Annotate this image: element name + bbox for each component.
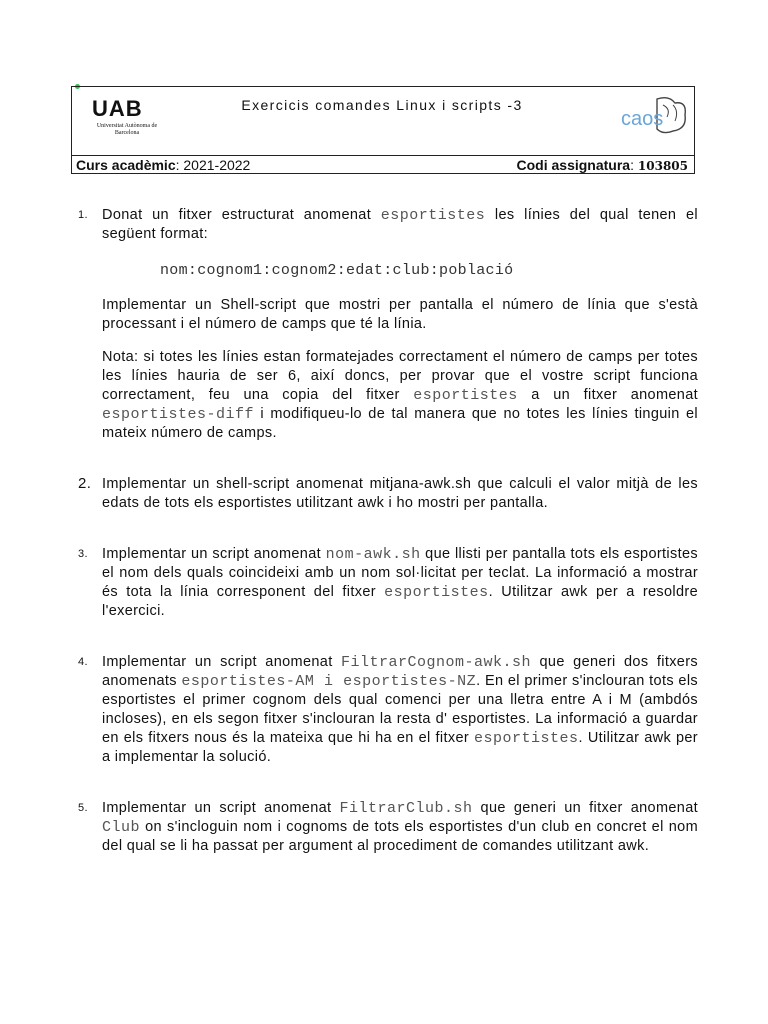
exercise-4-text xyxy=(102,653,698,767)
page-title: Exercicis comandes Linux i scripts -3 xyxy=(241,97,523,113)
uab-logo-subtitle: Universitat Autònoma de Barcelona xyxy=(96,123,158,136)
exercise-5-text xyxy=(102,799,698,856)
header-top xyxy=(72,87,694,155)
text-run: . Utilitzar awk per a resoldre l'exercici. xyxy=(102,584,699,619)
text-run: que generi un fitxer anomenat xyxy=(472,800,698,816)
filename: esportistes xyxy=(380,207,486,224)
caos-logo-text: caos xyxy=(621,108,664,130)
filename: nom-awk.sh xyxy=(325,546,421,563)
exercise-1 xyxy=(78,206,698,443)
exercise-2-text: Implementar un shell-script anomenat mitjana-awk.sh que calculi el valor mitjà de les edats de tots els esportistes utilitzant awk i ho mostri per pantalla. xyxy=(102,476,698,511)
caos-logo xyxy=(617,95,689,135)
exercise-3 xyxy=(78,545,698,621)
subject-code-info: Codi assignatura: 103805 xyxy=(516,157,688,173)
filename: esportistes xyxy=(473,730,579,747)
exercise-1-intro xyxy=(102,206,698,244)
code-label: Codi assignatura xyxy=(516,157,631,173)
text-run: Implementar un script anomenat xyxy=(102,546,326,562)
exercise-number: 4. xyxy=(78,656,88,668)
filename: esportistes-AM i esportistes-NZ xyxy=(181,673,477,690)
filename: esportistes-diff xyxy=(102,406,255,423)
exercise-5 xyxy=(78,799,698,856)
exercise-number: 5. xyxy=(78,802,88,814)
text-run: . En el primer s'inclouran tots els esportistes el primer cognom dels qual comenci per una lletra entre A i M (ambdós incloses), en els segon fitxer s'inclouran la resta d' esportistes. La informació a guardar en els fitxers nous és la mateixa que hi ha en el fitxer xyxy=(102,673,698,746)
exercise-4 xyxy=(78,653,698,767)
exercise-2 xyxy=(78,475,698,513)
header-info-row xyxy=(76,157,688,173)
filename: Club xyxy=(102,819,141,836)
filename: FiltrarClub.sh xyxy=(339,800,473,817)
text-run: que generi dos fitxers anomenats xyxy=(102,654,698,689)
text-run: i modifiqueu-lo de tal manera que no totes les línies tinguin el mateix número de camps. xyxy=(102,406,698,441)
course-label: Curs acadèmic xyxy=(76,157,176,173)
text-run: Nota: si totes les línies estan formatejades correctament el número de camps per totes les línies hauria de ser 6, així doncs, per provar que el vostre script funciona correctament, feu una copia del fitxer xyxy=(102,349,698,403)
exercise-1-note xyxy=(102,348,698,443)
text-run: les línies del qual tenen el següent format: xyxy=(102,207,698,242)
code-value: 103805 xyxy=(637,159,688,173)
exercise-list xyxy=(78,206,698,856)
text-run: a un fitxer anomenat xyxy=(517,387,698,403)
uab-logo xyxy=(86,96,168,148)
exercise-number: 2. xyxy=(78,475,92,492)
exercise-number: 1. xyxy=(78,209,88,221)
header-divider xyxy=(72,155,694,156)
course-info: Curs acadèmic: 2021-2022 xyxy=(76,157,251,173)
text-run: . Utilitzar awk per a implementar la solució. xyxy=(102,730,698,765)
exercise-number: 3. xyxy=(78,548,88,560)
text-run: Donat un fitxer estructurat anomenat xyxy=(102,207,381,223)
filename: esportistes xyxy=(384,584,489,601)
course-value: 2021-2022 xyxy=(183,157,251,173)
exercise-3-text xyxy=(102,545,698,621)
filename: esportistes xyxy=(413,387,518,404)
uab-logo-mark: UAB xyxy=(92,96,143,121)
text-run: Implementar un script anomenat xyxy=(102,654,342,670)
document-header xyxy=(71,86,695,174)
text-run: on s'incloguin nom i cognoms de tots els esportistes d'un club en concret el nom del qual se li ha passat per argument al procediment de comandes utilitzant awk. xyxy=(102,819,698,854)
record-format: nom:cognom1:cognom2:edat:club:població xyxy=(160,262,514,279)
exercise-1-task: Implementar un Shell-script que mostri per pantalla el número de línia que s'està processant i el número de camps que té la línia. xyxy=(102,297,698,332)
text-run: Implementar un script anomenat xyxy=(102,800,340,816)
text-run: que llisti per pantalla tots els esportistes el nom dels quals coincideixi amb un nom sol·licitat per teclat. La informació a mostrar és tota la línia corresponent del fitxer xyxy=(102,546,698,600)
filename: FiltrarCognom-awk.sh xyxy=(341,654,532,671)
